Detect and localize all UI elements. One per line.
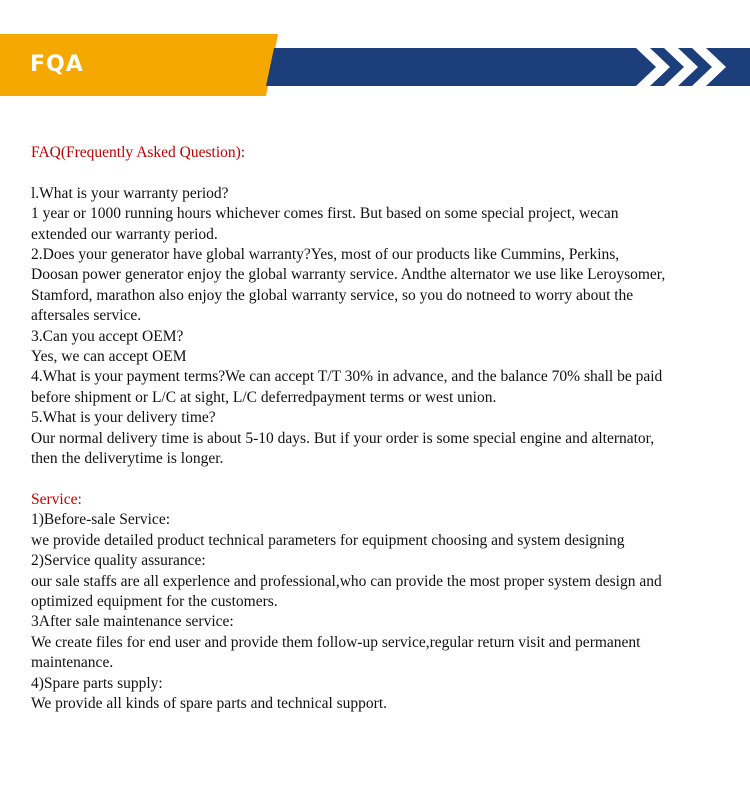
faq-line: 1 year or 1000 running hours whichever comes first. But based on some special project, wecan xyxy=(31,205,619,223)
faq-line: extended our warranty period. xyxy=(31,225,218,243)
faq-line: aftersales service. xyxy=(31,307,142,325)
faq-line: Doosan power generator enjoy the global warranty service. Andthe alternator we use like Leroysomer, xyxy=(31,266,666,284)
service-line: 3After sale maintenance service: xyxy=(31,613,234,631)
service-line: We create files for end user and provide them follow-up service,regular return visit and permanent xyxy=(31,633,641,651)
faq-line: 4.What is your payment terms?We can accept T/T 30% in advance, and the balance 70% shall be paid xyxy=(31,368,663,386)
spacer xyxy=(31,163,731,183)
faq-line: then the deliverytime is longer. xyxy=(31,450,224,468)
banner-graphic xyxy=(0,0,750,100)
fqa-banner xyxy=(0,0,750,100)
faq-line: 2.Does your generator have global warranty?Yes, most of our products like Cummins, Perkins, xyxy=(31,246,620,264)
faq-line: 3.Can you accept OEM? xyxy=(31,327,184,345)
service-line: We provide all kinds of spare parts and technical support. xyxy=(31,694,388,712)
banner-title: FQA xyxy=(30,52,84,77)
faq-line: before shipment or L/C at sight, L/C deferredpayment terms or west union. xyxy=(31,388,497,406)
faq-content xyxy=(31,143,731,714)
service-line: 4)Spare parts supply: xyxy=(31,674,163,692)
faq-lines xyxy=(31,184,731,470)
service-lines xyxy=(31,510,731,714)
faq-line: Stamford, marathon also enjoy the global warranty service, so you do notneed to worry about the xyxy=(31,286,634,304)
spacer xyxy=(31,469,731,489)
faq-heading: FAQ(Frequently Asked Question): xyxy=(31,144,246,161)
faq-line: 5.What is your delivery time? xyxy=(31,409,216,427)
service-line: maintenance. xyxy=(31,654,114,672)
service-heading: Service: xyxy=(31,490,82,508)
faq-line: Our normal delivery time is about 5-10 days. But if your order is some special engine and alternator, xyxy=(31,429,655,447)
faq-line: l.What is your warranty period? xyxy=(31,184,229,202)
faq-line: Yes, we can accept OEM xyxy=(31,348,187,366)
service-line: optimized equipment for the customers. xyxy=(31,592,278,610)
service-line: 1)Before-sale Service: xyxy=(31,511,171,529)
service-line: 2)Service quality assurance: xyxy=(31,552,206,570)
service-line: our sale staffs are all experlence and professional,who can provide the most proper system design and xyxy=(31,572,662,590)
service-line: we provide detailed product technical parameters for equipment choosing and system designing xyxy=(31,531,625,549)
